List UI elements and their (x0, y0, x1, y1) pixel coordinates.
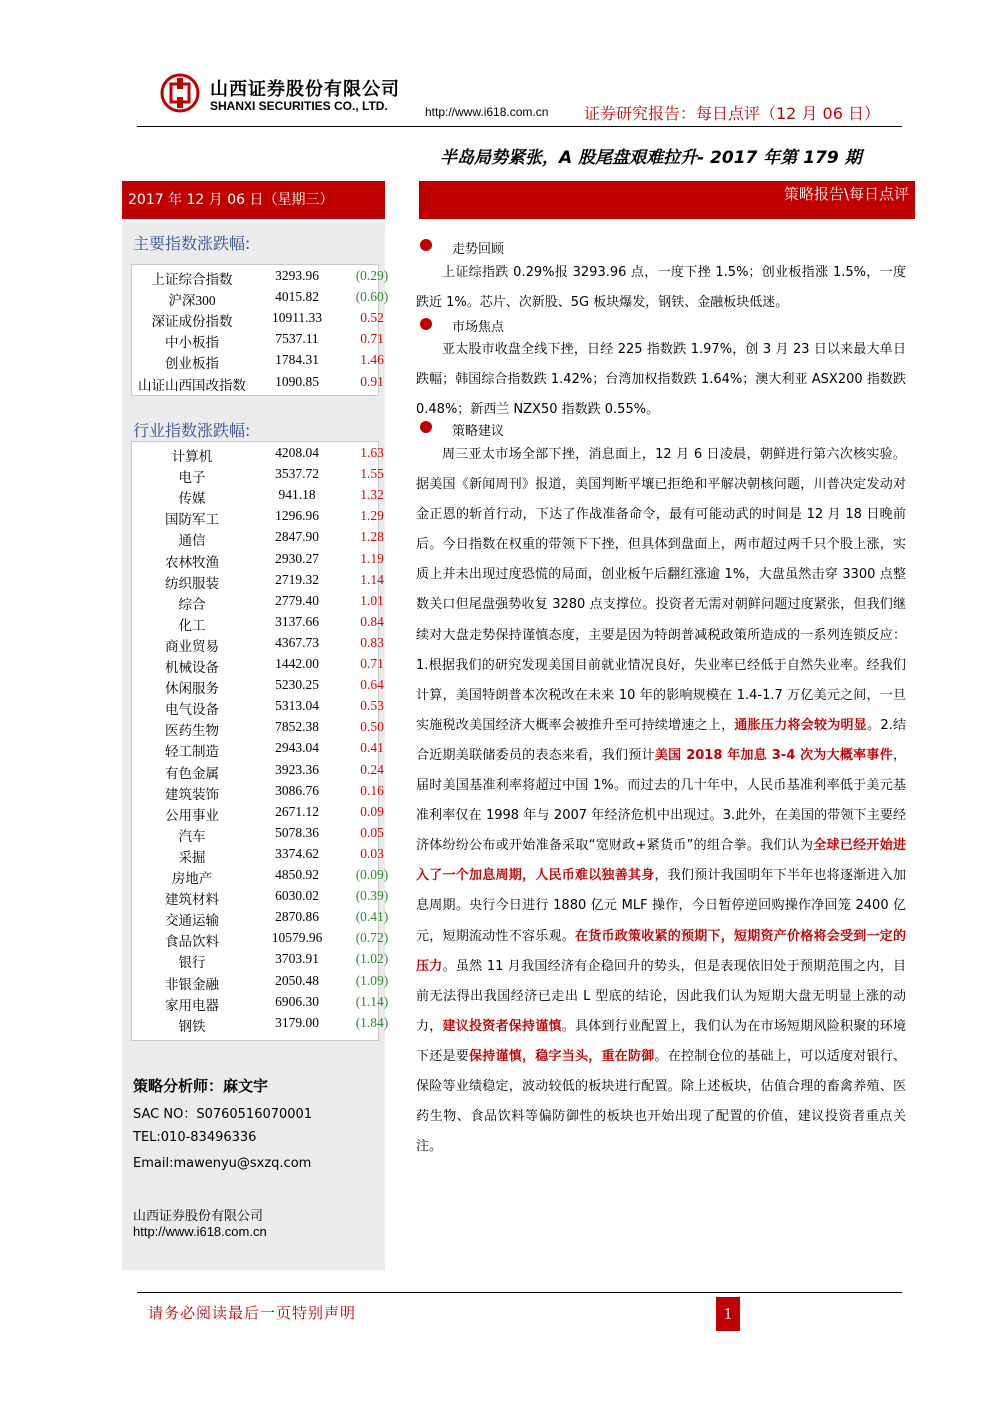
table-row (132, 466, 384, 487)
report-title: 半岛局势紧张，A 股尾盘艰难拉升- 2017 年第 179 期 (440, 148, 862, 168)
header-url[interactable]: http://www.i618.com.cn (425, 105, 549, 119)
main-index-table (131, 264, 389, 396)
index-name: 传媒 (178, 491, 206, 507)
sac-number: SAC NO：S0760516070001 (133, 1107, 313, 1122)
index-value: 3703.91 (275, 951, 319, 967)
index-value: 1296.96 (275, 508, 319, 524)
index-change: 0.71 (360, 656, 384, 671)
table-row (132, 352, 384, 373)
index-name: 建筑材料 (165, 892, 219, 908)
table-row (132, 719, 384, 740)
table-row (132, 487, 384, 508)
index-value: 2671.12 (275, 803, 319, 819)
index-change: (0.41) (355, 909, 389, 925)
index-name: 钢铁 (178, 1018, 206, 1034)
trend-text: 上证综指跌 0.29%报 3293.96 点，一度下挫 1.5%；创业板指涨 1.5%，一度跌近 1%。芯片、次新股、5G 板块爆发，钢铁、金融板块低迷。 (416, 265, 906, 311)
index-value: 941.18 (278, 487, 316, 503)
section-title-focus: 市场焦点 (452, 320, 505, 335)
telephone: TEL:010-83496336 (133, 1130, 257, 1145)
index-value: 10579.96 (271, 930, 323, 946)
table-row (132, 1014, 389, 1036)
category-bar (419, 181, 915, 219)
index-name: 房地产 (171, 871, 213, 886)
email[interactable]: Email:mawenyu@sxzq.com (133, 1156, 312, 1171)
index-name: 创业板指 (165, 356, 219, 372)
index-value: 3179.00 (275, 1014, 319, 1030)
index-name: 有色金属 (165, 765, 219, 781)
index-name: 计算机 (171, 449, 213, 464)
index-value: 4850.92 (275, 867, 319, 882)
index-value: 7537.11 (275, 331, 319, 347)
disclaimer-notice: 请务必阅读最后一页特别声明 (148, 1304, 357, 1322)
industry-index-table (131, 441, 389, 1041)
index-name: 机械设备 (165, 660, 219, 675)
index-name: 沪深300 (168, 293, 216, 309)
index-name: 上证综合指数 (151, 272, 233, 287)
date-bar: 2017 年 12 月 06 日（星期三） (122, 181, 385, 219)
index-change: 0.84 (360, 613, 384, 629)
index-name: 中小板指 (165, 335, 219, 351)
company-logo (160, 73, 200, 113)
table-row (132, 268, 389, 289)
sidebar-company: 山西证券股份有限公司 (133, 1209, 264, 1224)
index-change: (1.14) (355, 993, 389, 1009)
index-change: 0.24 (360, 761, 384, 777)
table-row (132, 930, 389, 951)
index-change: 0.16 (360, 782, 384, 798)
header-divider (137, 126, 902, 127)
index-name: 电气设备 (165, 702, 219, 718)
index-value: 2779.40 (275, 592, 319, 608)
index-change: 0.52 (360, 310, 384, 326)
page-number: 1 (716, 1297, 740, 1331)
table-row (132, 740, 384, 761)
index-value: 3137.66 (275, 613, 319, 629)
index-value: 2719.32 (275, 571, 319, 587)
index-change: (0.29) (355, 268, 389, 283)
index-change: (1.84) (355, 1014, 389, 1030)
index-name: 家用电器 (165, 997, 219, 1013)
index-name: 公用事业 (165, 807, 219, 823)
index-change: 0.71 (360, 331, 384, 347)
index-value: 6030.02 (275, 888, 319, 904)
index-name: 汽车 (178, 828, 206, 844)
strategy-text: 周三亚太市场全部下挫，消息面上，12 月 6 日凌晨，朝鲜进行第六次核实验。据美国《新闻周刊》报道，美国判断平壤已拒绝和平解决朝核问题，川普决定发动对金正恩的斩首行动，下达了作战准备命令，最有可能动武的时间是 12 月 18 日晚前后。今日指数在权重的带领下下挫，但具体到盘面上，两市超过两千只个股上涨，实质上并未出现过度恐慌的局面，创业板午后翻红涨逾 1%，大盘虽然击穿 3300 点整数关口但尾盘强势收复 3280 点支撑位。投资者无需对朝鲜问题过度紧张，但我们继续对大盘走势保持谨慎态度，主要是因为特朗普减税政策所造成的一系列连锁反应：1.根据我们的研究发现美国目前就业情况良好，失业率已经低于自然失业率。经我们计算，美国特朗普本次税改在未来 10 年的影响规模在 1.4-1.7 万亿美元之间，一旦实施税改美国经济大概率会被推升至可持续增速之上，通胀压力将会较为明显。2.结合近期美联储委员的表态来看，我们预计美国 2018 年加息 3-4 次为大概率事件，届时美国基准利率将超过中国 1%。而过去的几十年中，人民币基准利率低于美元基准利率仅在 1998 年与 2007 年经济危机中出现过。3.此外，在美国的带领下主要经济体纷纷公布或开始准备采取“宽财政+紧货币”的组合拳。我们认为全球已经开始进入了一个加息周期，人民币难以独善其身，我们预计我国明年下半年也将逐渐进入加息周期。央行今日进行 1880 亿元 MLF 操作，今日暂停逆回购操作净回笼 2400 亿元，短期流动性不容乐观。在货币政策收紧的预期下，短期资产价格将会受到一定的压力。虽然 11 月我国经济有企稳回升的势头，但是表现依旧处于预期范围之内，目前无法得出我国经济已走出 L 型底的结论，因此我们认为短期大盘无明显上涨的动力，建议投资者保持谨慎。具体到行业配置上，我们认为在市场短期风险积聚的环境下还是要保持谨慎，稳字当头，重在防御。在控制仓位的基础上，可以适度对银行、保险等业绩稳定，波动较低的板块进行配置。除上述板块，估值合理的畜禽养殖、医药生物、食品饮料等偏防御性的板块也开始出现了配置的价值，建议投资者重点关注。 (416, 447, 906, 1155)
index-change: 1.63 (360, 445, 384, 460)
index-name: 食品饮料 (165, 934, 219, 950)
index-name: 国防军工 (165, 512, 219, 528)
index-change: (0.72) (355, 930, 389, 946)
index-change: 0.83 (360, 634, 384, 650)
table-row (132, 571, 384, 593)
index-change: 1.01 (360, 592, 384, 608)
index-value: 2943.04 (275, 740, 319, 756)
index-name: 休闲服务 (165, 681, 219, 697)
index-name: 纺织服装 (165, 575, 219, 591)
index-value: 3537.72 (275, 466, 319, 482)
focus-text: 亚太股市收盘全线下挫，日经 225 指数跌 1.97%，创 3 月 23 日以来最大单日跌幅；韩国综合指数跌 1.42%；台湾加权指数跌 1.64%；澳大利亚 ASX200 指数跌 0.48%；新西兰 NZX50 指数跌 0.55%。 (416, 342, 906, 418)
index-value: 5078.36 (275, 824, 319, 840)
index-value: 5230.25 (275, 677, 319, 693)
table-row (132, 656, 384, 677)
sidebar-url[interactable]: http://www.i618.com.cn (133, 1224, 267, 1239)
index-value: 1442.00 (275, 656, 319, 671)
index-value: 2847.90 (275, 529, 319, 545)
index-change: 0.03 (360, 845, 384, 861)
category-label: 策略报告\每日点评 (783, 185, 909, 203)
table-row (132, 550, 384, 572)
index-value: 3923.36 (275, 761, 319, 777)
index-name: 通信 (178, 533, 206, 549)
table-row (132, 867, 389, 888)
table-row (132, 761, 384, 783)
index-name: 建筑装饰 (165, 786, 219, 802)
table-row (132, 782, 384, 804)
table-row (132, 951, 389, 972)
index-name: 轻工制造 (165, 744, 219, 760)
index-value: 4208.04 (275, 445, 319, 460)
table-row (132, 508, 384, 529)
index-name: 山证山西国改指数 (138, 377, 246, 393)
section-bullet-icon (420, 239, 432, 251)
table-row (132, 698, 384, 719)
index-name: 医药生物 (165, 723, 219, 739)
index-change: 0.05 (360, 824, 384, 840)
index-value: 4367.73 (275, 634, 319, 650)
index-name: 深证成份指数 (151, 314, 233, 330)
footer-divider (137, 1292, 902, 1293)
company-name-cn: 山西证券股份有限公司 (210, 79, 400, 100)
index-change: 0.91 (360, 373, 384, 389)
section-bullet-icon (420, 318, 432, 330)
index-change: 1.14 (360, 571, 384, 587)
table-row (132, 888, 389, 909)
table-row (132, 845, 384, 867)
report-type: 证券研究报告：每日点评（12 月 06 日） (584, 104, 880, 123)
table-row (132, 824, 384, 846)
index-change: 0.09 (360, 803, 384, 819)
index-value: 1784.31 (275, 352, 319, 368)
section-bullet-icon (420, 421, 432, 433)
index-value: 10911.33 (271, 310, 323, 326)
index-value: 5313.04 (275, 698, 319, 714)
index-value: 3293.96 (275, 268, 319, 283)
index-change: 0.50 (360, 719, 384, 735)
index-value: 1090.85 (275, 373, 319, 389)
table-row (132, 677, 384, 698)
index-name: 非银金融 (165, 976, 219, 992)
index-value: 2870.86 (275, 909, 319, 925)
index-change: (1.09) (355, 972, 389, 988)
table-row (132, 909, 389, 930)
table-row (132, 993, 389, 1015)
table-row (132, 529, 384, 550)
index-name: 商业贸易 (165, 638, 219, 654)
index-value: 6906.30 (275, 993, 319, 1009)
index-change: 0.41 (360, 740, 384, 756)
index-change: (0.60) (355, 289, 389, 305)
index-value: 3374.62 (275, 845, 319, 861)
index-name: 电子 (178, 470, 206, 486)
index-name: 综合 (178, 596, 206, 612)
index-name: 化工 (178, 617, 206, 633)
index-value: 2930.27 (275, 550, 319, 566)
section-title-trend: 走势回顾 (452, 242, 505, 257)
main-index-title: 主要指数涨跌幅: (133, 234, 251, 253)
company-name-en: SHANXI SECURITIES CO., LTD. (210, 99, 388, 113)
index-name: 农林牧渔 (165, 554, 219, 570)
index-change: 1.28 (360, 529, 384, 545)
table-row (132, 613, 384, 635)
industry-index-title: 行业指数涨跌幅: (133, 421, 251, 440)
index-value: 7852.38 (275, 719, 319, 735)
index-change: (1.02) (355, 951, 389, 967)
index-change: 1.19 (360, 550, 384, 566)
index-change: (0.09) (355, 867, 389, 882)
index-value: 3086.76 (275, 782, 319, 798)
table-row (132, 310, 384, 331)
table-row (132, 972, 389, 994)
index-change: 1.46 (360, 352, 384, 368)
index-value: 2050.48 (275, 972, 319, 988)
index-change: 1.55 (360, 466, 384, 482)
table-row (132, 373, 384, 395)
index-name: 银行 (178, 955, 206, 971)
table-row (132, 331, 384, 352)
index-value: 4015.82 (275, 289, 319, 305)
analyst-name: 策略分析师：麻文宇 (133, 1077, 269, 1095)
index-change: 1.29 (360, 508, 384, 524)
table-row (132, 803, 384, 825)
index-change: (0.39) (355, 888, 389, 904)
table-row (132, 289, 389, 310)
table-row (132, 592, 384, 614)
table-row (132, 445, 384, 466)
index-name: 交通运输 (165, 913, 219, 929)
index-name: 采掘 (178, 849, 206, 865)
section-title-strategy: 策略建议 (452, 424, 505, 439)
table-row (132, 634, 384, 656)
index-change: 1.32 (360, 487, 384, 503)
index-change: 0.64 (360, 677, 384, 693)
index-change: 0.53 (360, 698, 384, 714)
